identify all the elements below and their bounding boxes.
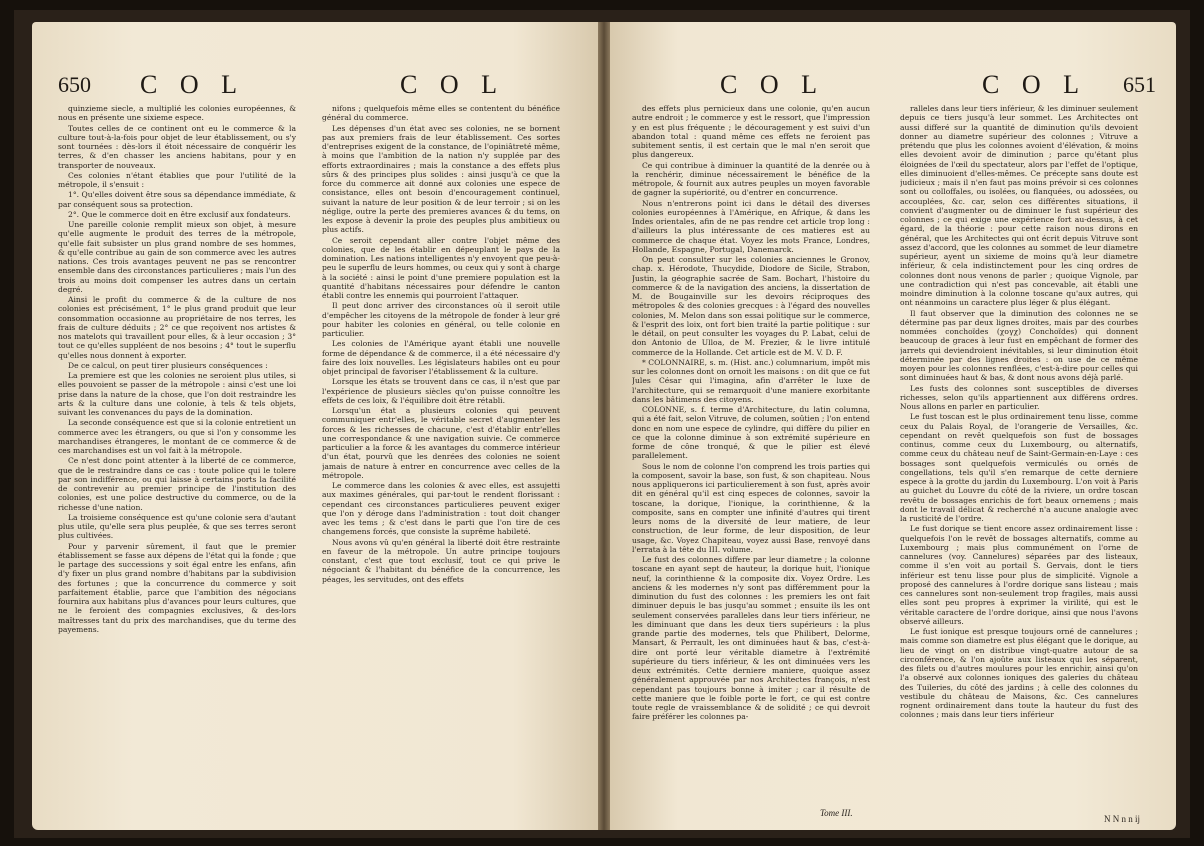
right-running-head-2: C O L	[982, 70, 1087, 99]
right-page	[610, 22, 1176, 830]
paragraph: Ces colonies n'étant établies que pour l'utilité de la métropole, il s'ensuit :	[58, 170, 296, 189]
paragraph: Le commerce dans les colonies & avec elles, est assujetti aux maximes générales, qui par-tout le rendent florissant : cependant ces circonstances particulieres peuvent exiger que l'on y déroge dans l'administration : tout doit changer avec les tems ; & c'est dans le parti que l'on tire de ces changemens forcés, que consiste la suprême habileté.	[322, 481, 560, 537]
paragraph: Une pareille colonie remplit mieux son objet, à mesure qu'elle augmente le produit des terres de la métropole, qu'elle fait subsister un plus grand nombre de ses hommes, & qu'elle contribue au gain de son commerce avec les autres nations. Ces trois avantages peuvent ne pas se rencontrer ensemble dans des circonstances particulieres ; mais l'un des trois au moins doit compenser les autres dans un certain degré.	[58, 220, 296, 294]
paragraph: des effets plus pernicieux dans une colonie, qu'en aucun autre endroit ; le commerce y est le ressort, que l'impression y en est plus fréquente ; le découragement y est suivi d'un abandon total : quand même ces effets ne feroient pas subitement sentis, il est certain que le mal n'en seroit que plus dangereux.	[632, 104, 870, 160]
left-page-header	[32, 38, 598, 99]
paragraph: Sous le nom de colonne l'on comprend les trois parties qui la composent, savoir la base, son fust, & son chapiteau. Nous nous appliquerons ici particulierement à son fust, après avoir dit en général qu'il est cinq especes de colonnes, savoir la toscane, la dorique, l'ionique, la corinthienne, & la composite, sans en compter une infinité d'autres qui tirent leurs noms de la diversité de leur matiere, de leur construction, de leur forme, de leur disposition, de leur usage, &c. Voyez Chapiteau, voyez aussi Base, renvoyé dans l'errata à la tête du III. volume.	[632, 461, 870, 554]
left-page	[32, 22, 598, 830]
right-running-head-1: C O L	[720, 70, 825, 99]
left-column-b	[322, 104, 560, 810]
paragraph: Il faut observer que la diminution des colonnes ne se détermine pas par deux lignes droites, mais par des courbes nommées conchoïdes (χογχ) Conchoïdes) qui donnent beaucoup de graces à leur fust en empêchant de former des jarrets qui deviendroient inévitables, si leur diminution étoit déterminée par des lignes droites : on use de ce même moyen pour les colonnes renflées, c'est-à-dire pour celles qui sont diminuées haut & bas, & dont nous avons déjà parlé.	[900, 308, 1138, 383]
paragraph: * COLONNAIRE, s. m. (Hist. anc.) columnarium, impôt mis sur les colonnes dont on ornoit les maisons : on dit que ce fut Jules César qui l'imagina, afin d'arrêter le luxe de l'architecture, qui se remarquoit d'une maniere exorbitante dans les bâtimens des citoyens.	[632, 357, 870, 404]
paragraph: Ainsi le profit du commerce & de la culture de nos colonies est précisément, 1° le plus grand produit que leur consommation occasionne au propriétaire de nos terres, les frais de culture déduits ; 2° ce que reçoivent nos artistes & nos matelots qui travaillent pour elles, & à leur occasion ; 3° tout ce qu'elles suppléent de nos besoins ; 4° tout le superflu qu'elles nous donnent à exporter.	[58, 295, 296, 360]
paragraph: Les colonies de l'Amérique ayant établi une nouvelle forme de dépendance & de commerce, il a été nécessaire d'y faire des loix nouvelles. Les législateurs habiles ont eu pour objet principal de favoriser l'établissement & la culture.	[322, 339, 560, 376]
paragraph: La seconde conséquence est que si la colonie entretient un commerce avec les étrangers, ou que si l'on y consomme les marchandises étrangeres, le montant de ce commerce & de ces marchandises est un vol fait à la métropole.	[58, 418, 296, 455]
paragraph: nifons ; quelquefois même elles se contentent du bénéfice général du commerce.	[322, 104, 560, 123]
paragraph: La premiere est que les colonies ne seroient plus utiles, si elles pouvoient se passer de la métropole : ainsi c'est une loi prise dans la nature de la chose, que l'on doit restraindre les arts & la culture dans une colonie, à tels & tels objets, suivant les convenances du pays de la domination.	[58, 371, 296, 417]
paragraph: Lorsqu'un état a plusieurs colonies qui peuvent communiquer entr'elles, le véritable secret d'augmenter les forces & les richesses de chacune, c'est d'établir entr'elles une correspondance & une navigation suivie. Ce commerce particulier a la force & les avantages du commerce intérieur d'un état, pourvû que les denrées des colonies ne soient jamais de nature à entrer en concurrence avec celles de la métropole.	[322, 406, 560, 480]
right-folio: 651	[1123, 72, 1156, 97]
paragraph: Ce seroit cependant aller contre l'objet même des colonies, que de les établir en dépeuplant le pays de la domination. Les nations intelligentes n'y envoyent que peu-à-peu le superflu de leurs hommes, ou ceux qui y sont à charge à la société : ainsi le point d'une premiere population est la quantité d'habitans nécessaires pour défendre le canton établi contre les ennemis qui pourroient l'attaquer.	[322, 235, 560, 300]
paragraph: Toutes celles de ce continent ont eu le commerce & la culture tout-à-la-fois pour objet de leur établissement, ou s'y sont tournées : dès-lors il étoit nécessaire de conquérir les terres, & d'en chasser les anciens habitans, pour y en transporter de nouveaux.	[58, 123, 296, 170]
left-running-head-2: C O L	[400, 70, 505, 99]
right-column-b	[900, 104, 1138, 788]
paragraph: Pour y parvenir sûrement, il faut que le premier établissement se fasse aux dépens de l'état qui la fonde ; que le partage des successions y soit égal entre les enfans, afin d'y fixer un plus grand nombre d'habitans par la subdivision des fortunes ; que la concurrence du commerce y soit parfaitement établie, parce que l'ambition des négocians fournira aux habitans plus d'avances pour leurs cultures, que ne le feroient des compagnies exclusives, & des-lors maîtresses tant du prix des marchandises, que du terme des payemens.	[58, 541, 296, 634]
footer-volume: Tome III.	[820, 808, 853, 818]
paragraph: ralleles dans leur tiers inférieur, & les diminuer seulement depuis ce tiers jusqu'à leur sommet. Les Architectes ont aussi differé sur la quantité de diminution qu'ils devoient donner au diametre supérieur des colonnes ; Vitruve a prétendu que plus les colonnes avoient d'élévation, & moins elles devoient avoir de diminution ; parce qu'étant plus éloignées de l'œil du spectateur, alors par l'effet de l'optique, elles diminuoient d'elles-mêmes. Ce précepte sans doute est judicieux ; mais il n'en faut pas moins prévoir si ces colonnes sont ou colloffales, ou isolées, ou flanquées, ou adossées, ou accouplées, &c. car, selon ces différentes situations, il convient d'augmenter ou de diminuer le fust supérieur des colonnes ; ce qui exige une expérience fort au-dessus, à cet égard, de la théorie : pour cette raison nous dirons en général, que les Architectes qui ont écrit depuis Vitruve sont assez d'accord, que les colonnes au sommet de leur diametre supérieur, ayent un sixieme de moins qu'à leur diametre inférieur, & cela indistinctement pour les cinq ordres de colonnes dont nous venons de parler ; quoique Vignole, par une contradiction qui n'est pas concevable, ait établi une moindre diminution à la colonne toscane qu'aux autres, qui ont néanmoins un caractere plus léger & plus élégant.	[900, 104, 1138, 308]
paragraph: Ce qui contribue à diminuer la quantité de la denrée ou à la renchérir, diminue nécessairement le bénéfice de la métropole, & fournit aux autres peuples un moyen favorable de gagner la supériorité, ou d'entrer en concurrence.	[632, 160, 870, 198]
paragraph: 2°. Que le commerce doit en être exclusif aux fondateurs.	[68, 209, 291, 219]
paragraph: Il peut donc arriver des circonstances où il seroit utile d'empêcher les citoyens de la métropole de fonder à leur gré pour habiter les colonies en général, ou telle colonie en particulier.	[322, 301, 560, 338]
left-folio: 650	[58, 72, 91, 97]
paragraph: Ce n'est donc point attenter à la liberté de ce commerce, que de le restraindre dans ce cas : toute police qui le tolere par son indifférence, ou qui laisse à certains ports la facilité de contrevenir au premier principe de l'institution des colonies, est une police destructive du commerce, ou de la richesse d'une nation.	[58, 456, 296, 512]
paragraph: Le fust des colonnes differe par leur diametre ; la colonne toscane en ayant sept de hauteur, la dorique huit, l'ionique neuf, la corinthienne & la composite dix. Voyez Ordre. Les anciens & les modernes n'y sont pas différemment pour la diminution du fust des colonnes : les premiers les ont fait diminuer depuis le bas jusqu'au sommet ; ensuite ils les ont seulement conservées paralleles dans leur tiers inférieur, ne les diminuant que dans les deux tiers supérieurs : la plus grande partie des modernes, tels que Philibert, Delorme, Mansart, & Perrault, les ont diminuées haut & bas, c'est-à-dire ont porté leur véritable diametre à l'extrémité supérieure du tiers inférieur, & les ont diminuées vers les deux extrémités. Cette derniere maniere, quoique assez généralement approuvée par nos Architectes françois, n'est cependant pas toujours bonne à imiter ; car il résulte de cette maniere que le foible porte le fort, ce qui est contre toute regle de vraissemblance & de solidité ; ce qui devroit faire préférer les colonnes pa-	[632, 555, 870, 722]
left-running-head-1: C O L	[140, 70, 245, 99]
paragraph: La troisieme conséquence est qu'une colonie sera d'autant plus utile, qu'elle sera plus peuplée, & que ses terres seront plus cultivées.	[58, 512, 296, 541]
book-spread	[14, 10, 1190, 838]
right-column-a	[632, 104, 870, 796]
right-page-header	[610, 38, 1176, 99]
left-column-a	[58, 104, 296, 810]
paragraph: Lorsque les états se trouvent dans ce cas, il n'est que par l'expérience de plusieurs siècles qu'on puisse connoître les effets de ces loix, & l'équilibre doit être rétabli.	[322, 377, 560, 405]
paragraph: Le fust dorique se tient encore assez ordinairement lisse : quelquefois l'on le revêt de bossages alternatifs, comme au Luxembourg ; mais plus communément on l'orne de cannelures (voy. Cannelures) séparées par des listeaux, comme il s'en voit au portail S. Gervais, dont le tiers inférieur est tenu lisse pour plus de simplicité. Vignole a proposé des cannelures à l'ordre dorique sans listeau ; mais ces cannelures sont non-seulement trop fragiles, mais aussi elles sont peu propres à exprimer la virilité, qui est le véritable caractere de l'ordre dorique, ainsi que nous l'avons observé ailleurs.	[900, 524, 1138, 626]
footer-signature: N N n n ij	[1104, 814, 1140, 824]
paragraph: Nous avons vû qu'en général la liberté doit être restrainte en faveur de la métropole. Un autre principe toujours constant, c'est que tout exclusif, tout ce qui prive le négociant & l'habitant du bénéfice de la concurrence, les péages, les servitudes, ont des effets	[322, 537, 560, 584]
paragraph: Nous n'entrerons point ici dans le détail des diverses colonies européennes à l'Amérique, en Afrique, & dans les Indes orientales, afin de ne pas rendre cet article trop long : d'ailleurs la plus intéressante de ces matieres est au commerce de chaque état. Voyez les mots France, Londres, Hollande, Espagne, Portugal, Danemarck.	[632, 198, 870, 254]
paragraph: quinzieme siecle, a multiplié les colonies européennes, & nous en présente une sixieme espece.	[58, 104, 296, 123]
paragraph: 1°. Qu'elles doivent être sous sa dépendance immédiate, & par conséquent sous sa protection.	[58, 190, 296, 209]
paragraph: Les fusts des colonnes sont susceptibles de diverses richesses, selon qu'ils appartiennent aux différens ordres. Nous allons en parler en particulier.	[900, 383, 1138, 411]
paragraph: Le fust ionique est presque toujours orné de cannelures ; mais comme son diametre est plus élégant que le dorique, au lieu de vingt on en distribue vingt-quatre autour de sa circonférence, & l'on ajoûte aux listeaux qui les séparent, des filets ou d'autres moulures pour les enrichir, ainsi qu'on l'a observé aux colonnes ioniques des galeries du château des Tuileries, du côté des jardins ; à celle des colonnes du vestibule du château de Maisons, &c. Ces cannelures rognent ordinairement dans toute la hauteur du fust des colonnes ; mais dans leur tiers inférieur	[900, 627, 1138, 720]
paragraph: On peut consulter sur les colonies anciennes le Gronov, chap. x. Hérodote, Thucydide, Diodore de Sicile, Strabon, Justin, la géographie sacrée de Sam. Bochart, l'histoire du commerce & de la navigation des anciens, la dissertation de M. de Bougainville sur les devoirs réciproques des métropoles & des colonies grecques : à l'égard des nouvelles colonies, M. Melon dans son essai politique sur le commerce, & l'esprit des loix, ont fort bien traité la partie politique : sur le détail, on peut consulter les voyages du P. Labat, celui de don Antonio de Ulloa, de M. Frezier, & le livre intitulé commerce de la Hollande. Cet article est de M. V. D. F.	[632, 255, 870, 357]
paragraph: De ce calcul, on peut tirer plusieurs conséquences :	[68, 360, 268, 370]
paragraph: Le fust toscan est le plus ordinairement tenu lisse, comme ceux du Palais Royal, de l'orangerie de Versailles, &c. cependant on revêt quelquefois son fust de bossages continus, comme ceux du Luxembourg, ou alternatifs, comme ceux du château neuf de Saint-Germain-en-Laye : ces bossages sont quelquefois vermiculés ou ornés de congellations, tels qu'il s'en remarque de cette derniere espece à la grotte du jardin du Luxembourg. L'on voit à Paris au guichet du Louvre du côté de la riviere, un ordre toscan revêtu de bossages enrichis de fort beaux ornemens ; mais dont le travail délicat & recherché n'a aucune analogie avec la rusticité de l'ordre.	[900, 412, 1138, 523]
paragraph: COLONNE, s. f. terme d'Architecture, du latin columna, qui a été fait, selon Vitruve, de columen, soûtien ; l'on entend donc en nom une espece de cylindre, qui diffère du pilier en ce que la colonne diminue à son extrémité supérieure en forme de cône tronqué, & que le pilier est élevé parallelement.	[632, 405, 870, 461]
paragraph: Les dépenses d'un état avec ses colonies, ne se bornent pas aux premiers frais de leur établissement. Ces sortes d'entreprises exigent de la constance, de l'opiniâtreté même, à moins que l'ambition de la nation n'y supplée par des efforts extraordinaires ; mais la constance a des effets plus sûrs & des principes plus solides : ainsi jusqu'à ce que la force du commerce ait donné aux colonies une espece de consistance, elles ont besoin d'encouragement continuel, suivant la nature de leur position & de leur terroir ; si on les néglige, outre la perte des premieres avances & du tems, on les expose à devenir la proie des peuples plus ambitieux ou plus actifs.	[322, 123, 560, 235]
